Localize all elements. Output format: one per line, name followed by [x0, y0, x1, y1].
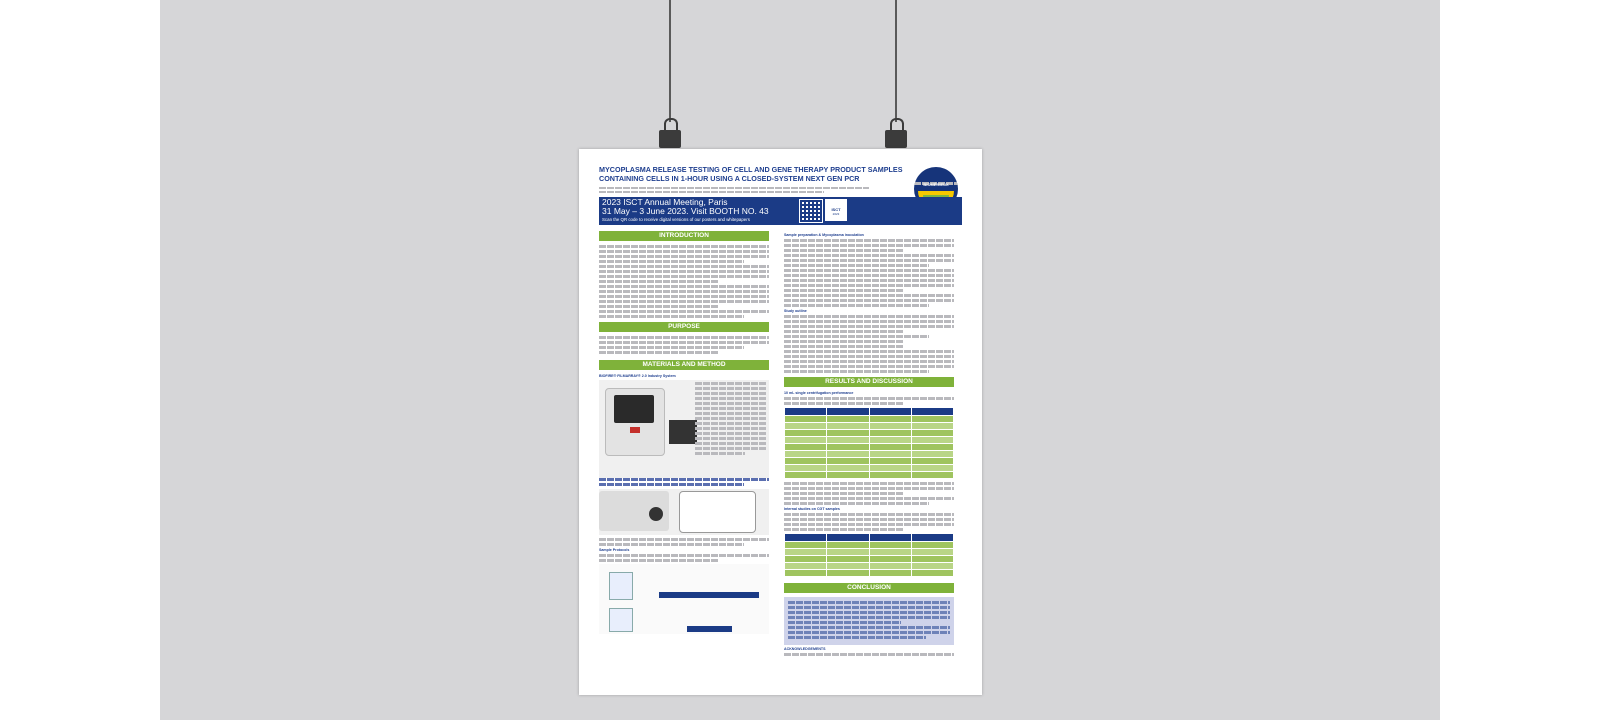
isct-logo: [825, 199, 847, 221]
section-purpose: PURPOSE: [599, 322, 769, 332]
isct-year: 2023: [832, 212, 840, 216]
banner-line1: 2023 ISCT Annual Meeting, Paris: [602, 197, 728, 207]
poster-authors: [599, 187, 899, 195]
logo-text: BIOMÉRIEUX: [914, 182, 958, 185]
subhead-acknowledgements: ACKNOWLEDGEMENTS: [784, 647, 826, 651]
results-table-1: [784, 407, 954, 479]
pouch-figure: [599, 489, 769, 535]
meeting-banner: [599, 197, 962, 225]
subhead-system: BIOFIRE® FILMARRAY® 2.0 Industry System: [599, 374, 676, 378]
banner-line2: 31 May – 3 June 2023. Visit BOOTH NO. 43: [602, 206, 769, 216]
subhead-sample-protocols: Sample Protocols: [599, 548, 630, 552]
binder-clip-left: [659, 118, 681, 148]
filmarray-instrument-image: [605, 388, 665, 456]
subhead-internal-studies: Internal studies on CGT samples: [784, 507, 840, 511]
left-column: [599, 231, 769, 634]
subhead-single-centrifugation: 10 mL single centrifugation performance: [784, 391, 854, 395]
conclusion-box: [784, 597, 954, 645]
protocol-diagram: [599, 564, 769, 634]
results-table-2: [784, 533, 954, 577]
subhead-study-outline: Study outline: [784, 309, 807, 313]
pouch-image: [599, 491, 669, 531]
section-introduction: INTRODUCTION: [599, 231, 769, 241]
subhead-sample-prep: Sample preparation & Mycoplasma inoculation: [784, 233, 864, 237]
plate-diagram: [679, 491, 756, 533]
instrument-figure: [599, 380, 769, 478]
isct-label: ISCT: [831, 207, 841, 212]
hanging-wire-left: [669, 0, 671, 122]
section-results-discussion: RESULTS AND DISCUSSION: [784, 377, 954, 387]
hanging-wire-right: [895, 0, 897, 122]
poster: [579, 149, 982, 695]
section-conclusion: CONCLUSION: [784, 583, 954, 593]
banner-line3: Scan the QR code to receive digital versions of our posters and whitepapers: [602, 217, 750, 222]
section-materials-method: MATERIALS AND METHOD: [599, 360, 769, 370]
qr-code-icon[interactable]: [799, 199, 823, 223]
laptop-image: [669, 420, 697, 444]
poster-title: MYCOPLASMA RELEASE TESTING OF CELL AND GENE THERAPY PRODUCT SAMPLES CONTAINING CELLS IN 1-HOUR USING A CLOSED-SYSTEM NEXT GEN PCR: [599, 165, 903, 183]
right-column: [784, 231, 954, 658]
binder-clip-right: [885, 118, 907, 148]
